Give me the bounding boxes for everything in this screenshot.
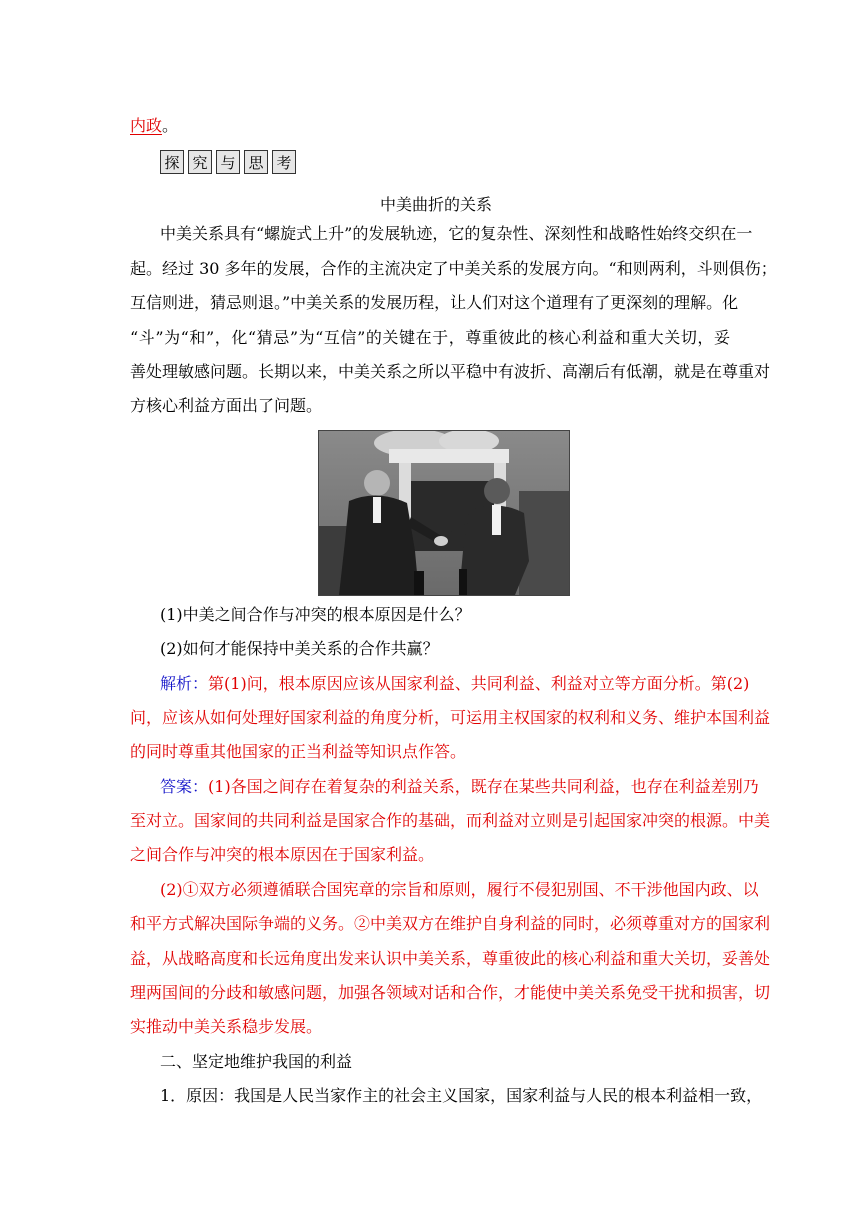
top-fragment [130, 113, 178, 136]
answer-line: 益，从战略高度和长远角度出发来认识中美关系，尊重彼此的核心利益和重大关切，妥善处 [130, 949, 771, 968]
section-heading: 二、坚定地维护我国的利益 [160, 1052, 353, 1071]
handshake-photo [318, 430, 570, 596]
answer-line [160, 777, 759, 796]
question-line: (1)中美之间合作与冲突的根本原因是什么？ [160, 605, 471, 624]
analysis-colon: ： [192, 674, 209, 693]
analysis-label: 解析 [160, 674, 193, 693]
paragraph-line: 起。经过 30 多年的发展，合作的主流决定了中美关系的发展方向。“和则两利，斗则俱伤； [130, 259, 777, 278]
paragraph-line: 中美关系具有“螺旋式上升”的发展轨迹，它的复杂性、深刻性和战略性始终交织在一 [160, 224, 753, 243]
question-line: (2)如何才能保持中美关系的合作共赢？ [160, 639, 439, 658]
inquiry-char: 与 [216, 150, 240, 174]
answer-line: 之间合作与冲突的根本原因在于国家利益。 [130, 845, 435, 864]
paragraph-line: “斗”为“和”，化“猜忌”为“互信”的关键在于，尊重彼此的核心利益和重大关切，妥 [130, 328, 730, 347]
analysis-line [160, 674, 750, 693]
inquiry-char: 究 [188, 150, 212, 174]
inquiry-label [160, 150, 296, 174]
section-title: 中美曲折的关系 [380, 195, 493, 214]
answer-text: (1)各国之间存在着复杂的利益关系，既存在某些共同利益，也存在利益差别乃 [208, 777, 759, 796]
paragraph-line: 方核心利益方面出了问题。 [130, 396, 323, 415]
analysis-line: 的同时尊重其他国家的正当利益等知识点作答。 [130, 742, 467, 761]
answer-line: 至对立。国家间的共同利益是国家合作的基础，而利益对立则是引起国家冲突的根源。中美 [130, 811, 771, 830]
answer-line: 和平方式解决国际争端的义务。②中美双方在维护自身利益的同时，必须尊重对方的国家利 [130, 914, 771, 933]
underlined-term: 内政 [130, 116, 163, 135]
answer-line: 实推动中美关系稳步发展。 [130, 1017, 323, 1036]
answer-line: (2)①双方必须遵循联合国宪章的宗旨和原则，履行不侵犯别国、不干涉他国内政、以 [160, 880, 759, 899]
paragraph-line: 互信则进，猜忌则退。”中美关系的发展历程，让人们对这个道理有了更深刻的理解。化 [130, 293, 739, 312]
answer-colon: ： [192, 777, 209, 796]
analysis-line: 问，应该从如何处理好国家利益的角度分析，可运用主权国家的权利和义务、维护本国利益 [130, 708, 771, 727]
answer-label: 答案 [160, 777, 193, 796]
inquiry-char: 探 [160, 150, 184, 174]
answer-line: 理两国间的分歧和敏感问题，加强各领域对话和合作，才能使中美关系免受干扰和损害，切 [130, 983, 771, 1002]
analysis-text: 第(1)问，根本原因应该从国家利益、共同利益、利益对立等方面分析。第(2) [208, 674, 750, 693]
inquiry-char: 考 [272, 150, 296, 174]
inquiry-char: 思 [244, 150, 268, 174]
paragraph-line: 善处理敏感问题。长期以来，中美关系之所以平稳中有波折、高潮后有低潮，就是在尊重对 [130, 362, 771, 381]
reason-line: 1．原因：我国是人民当家作主的社会主义国家，国家利益与人民的根本利益相一致， [160, 1086, 763, 1105]
top-suffix: 。 [162, 116, 179, 135]
